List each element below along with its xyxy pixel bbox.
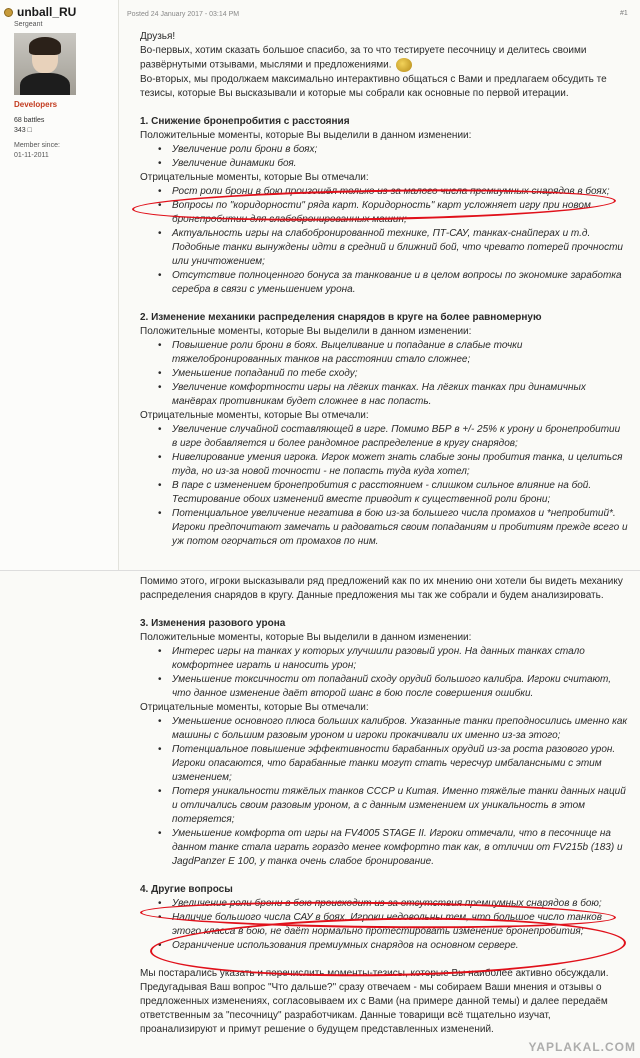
intro-paragraph-2: Во-вторых, мы продолжаем максимально интерактивно общаться с Вами и предлагаем обсудить те тезисы, которые Вы высказывали и которые мы собрали как основные по первой итерации.	[140, 73, 607, 99]
post-body	[140, 30, 628, 549]
negative-label: Отрицательные моменты, которые Вы отмечали:	[140, 702, 369, 713]
list-item: • Потеря уникальности тяжёлых танков СССР и Китая. Именно тяжёлые танки данных наций и отличались своим разовым уроном, а с данным изменением их уникальность в этом потеряется;	[172, 785, 628, 827]
list-item: • Увеличение динамики боя.	[172, 157, 628, 171]
section-3-positive-list	[140, 645, 628, 701]
list-item: • Увеличение роли брони в бою происходит из-за отсутствия премиумных снарядов в бою;	[172, 897, 628, 911]
positive-label: Положительные моменты, которые Вы выделили в данном изменении:	[140, 129, 472, 141]
list-item: • Вопросы по "коридорности" ряда карт. Коридорность" карт усложняет игру при новом бронепробитии для слабобронированных машин;	[172, 199, 628, 227]
avatar-body	[20, 73, 70, 95]
list-item: • Актуальность игры на слабобронированной технике, ПТ-САУ, танках-снайперах и т.д. Подобные танки вынуждены идти в средний и ближний бой, что чревато потерей прочности или уничтожением;	[172, 227, 628, 269]
section-4-title: 4. Другие вопросы	[140, 884, 233, 895]
list-item: • Уменьшение попаданий по тебе сходу;	[172, 367, 628, 381]
site-watermark: YAPLAKAL.COM	[528, 1040, 636, 1054]
author-sidebar	[0, 0, 119, 570]
negative-label: Отрицательные моменты, которые Вы отмечали:	[140, 409, 369, 421]
user-rank: Sergeant	[14, 21, 43, 28]
outro-paragraph: Мы постарались указать и перечислить моменты-тезисы, которые Вы наиболее активно обсуждали. Предугадывая Ваш вопрос "Что дальше?" сразу отвечаем - мы собираем Ваши мнения и отзывы о предложенных изменениях, согласовываем их с Вами (на примере данной темы) и далее передаём ответственным за "песочницу" разработчикам. Данные товарищи всё тщательно изучат, проанализируют и примут решение о будущем представленных изменений.	[140, 968, 609, 1035]
list-item: • Уменьшение токсичности от попаданий сходу орудий большого калибра. Игроки считают, что данное изменение даёт второй шанс в бою после совершения ошибки.	[172, 673, 628, 701]
section-2-positive-list	[140, 339, 628, 409]
list-item: • Наличие большого числа САУ в боях. Игроки недовольны тем, что большое число танков этого класса в бою, не даёт нормально протестировать изменение бронепробития;	[172, 911, 628, 939]
username-link[interactable]: unball_RU	[17, 5, 77, 19]
battles-count: 68 battles	[14, 117, 45, 124]
positive-label: Положительные моменты, которые Вы выделили в данном изменении:	[140, 632, 472, 643]
smiley-icon	[396, 58, 412, 72]
list-item: • Уменьшение основного плюса больших калибров. Указанные танки преподносились именно как машины с большим разовым уроном и игроки прокачивали их именно из-за этого;	[172, 715, 628, 743]
list-item: • В паре с изменением бронепробития с расстоянием - слишком сильное влияние на бой. Тестирование обоих изменений вместе приводит к существенной роли брони;	[172, 479, 628, 507]
list-item: • Интерес игры на танках у которых улучшили разовый урон. На данных танках стало комфортнее играть и наносить урон;	[172, 645, 628, 673]
list-item: • Нивелирование умения игрока. Игрок может знать слабые зоны пробития танка, и целиться туда, но из-за новой точности - не попасть туда куда хотел;	[172, 451, 628, 479]
post-number-link[interactable]: #1	[620, 10, 628, 17]
greeting: Друзья!	[140, 31, 176, 42]
user-stats	[14, 116, 44, 136]
member-since-label: Member since:	[14, 142, 60, 149]
comment-icon: □	[27, 127, 32, 134]
list-item: • Повышение роли брони в боях. Выцеливание и попадание в слабые точки тяжелобронированных танков на расстоянии стало сложнее;	[172, 339, 628, 367]
section-1-positive-list	[140, 143, 628, 171]
intro-paragraph-1: Во-первых, хотим сказать большое спасибо, за то что тестируете песочницу и делитесь своими развёрнутыми отзывами, мыслями и предложениями.	[140, 45, 587, 71]
list-item: • Увеличение роли брони в боях;	[172, 143, 628, 157]
screenshot-seam	[0, 570, 640, 571]
online-status-icon	[4, 8, 13, 17]
section-2-negative-list	[140, 423, 628, 549]
positive-label: Положительные моменты, которые Вы выделили в данном изменении:	[140, 325, 472, 337]
section-2-title: 2. Изменение механики распределения снарядов в круге на более равномерную	[140, 311, 542, 323]
member-since	[14, 141, 60, 161]
user-group: Developers	[14, 100, 58, 109]
list-item: • Увеличение комфортности игры на лёгких танках. На лёгких танках при динамичных манёврах противникам будет сложнее в нас попасть.	[172, 381, 628, 409]
author-row	[4, 5, 76, 19]
avatar-hair	[29, 37, 61, 55]
list-item: • Увеличение случайной составляющей в игре. Помимо ВБР в +/- 25% к урону и бронепробитии в игре добавляется и более рандомное распределение в кругу снарядов;	[172, 423, 628, 451]
section-3-negative-list	[140, 715, 628, 869]
post-date: Posted 24 January 2017 - 03:14 PM	[127, 11, 240, 18]
list-item: • Рост роли брони в бою произошёл только из-за малого числа премиумных снарядов в боях;	[172, 185, 628, 199]
reputation-count: 343	[14, 127, 26, 134]
section-3-title: 3. Изменения разового урона	[140, 618, 286, 629]
list-item: • Потенциальное повышение эффективности барабанных орудий из-за роста разового урон. Игроки опасаются, что барабанные танки могут стать чересчур имбалансными с этим изменением;	[172, 743, 628, 785]
list-item: • Потенциальное увеличение негатива в бою из-за большего числа промахов и *непробитий*. Игроки предпочитают замечать и радоваться своим попаданиям и пробитиям прежде всего и уж потом огорчаться от промахов по ним.	[172, 507, 628, 549]
reputation-row	[14, 126, 44, 136]
list-item: • Уменьшение комфорта от игры на FV4005 STAGE II. Игроки отмечали, что в песочнице на данном танке стала играть гораздо менее комфортно так как, в отличии от FV215b (183) и JagdPanzer E 100, у танка очень слабое бронирование.	[172, 827, 628, 869]
list-item: • Отсутствие полноценного бонуса за танкование и в целом вопросы по экономике заработка серебра в связи с уменьшением урона.	[172, 269, 628, 297]
list-item: • Ограничение использования премиумных снарядов на основном сервере.	[172, 939, 628, 953]
negative-label: Отрицательные моменты, которые Вы отмечали:	[140, 171, 369, 183]
member-since-date: 01-11-2011	[14, 152, 49, 159]
suggestions-paragraph: Помимо этого, игроки высказывали ряд предложений как по их мнению они хотели бы видеть механику распределения снарядов в кругу. Данные предложения мы так же собрали и будем анализировать.	[140, 576, 623, 601]
avatar[interactable]	[14, 33, 76, 95]
section-1-title: 1. Снижение бронепробития с расстояния	[140, 115, 350, 127]
